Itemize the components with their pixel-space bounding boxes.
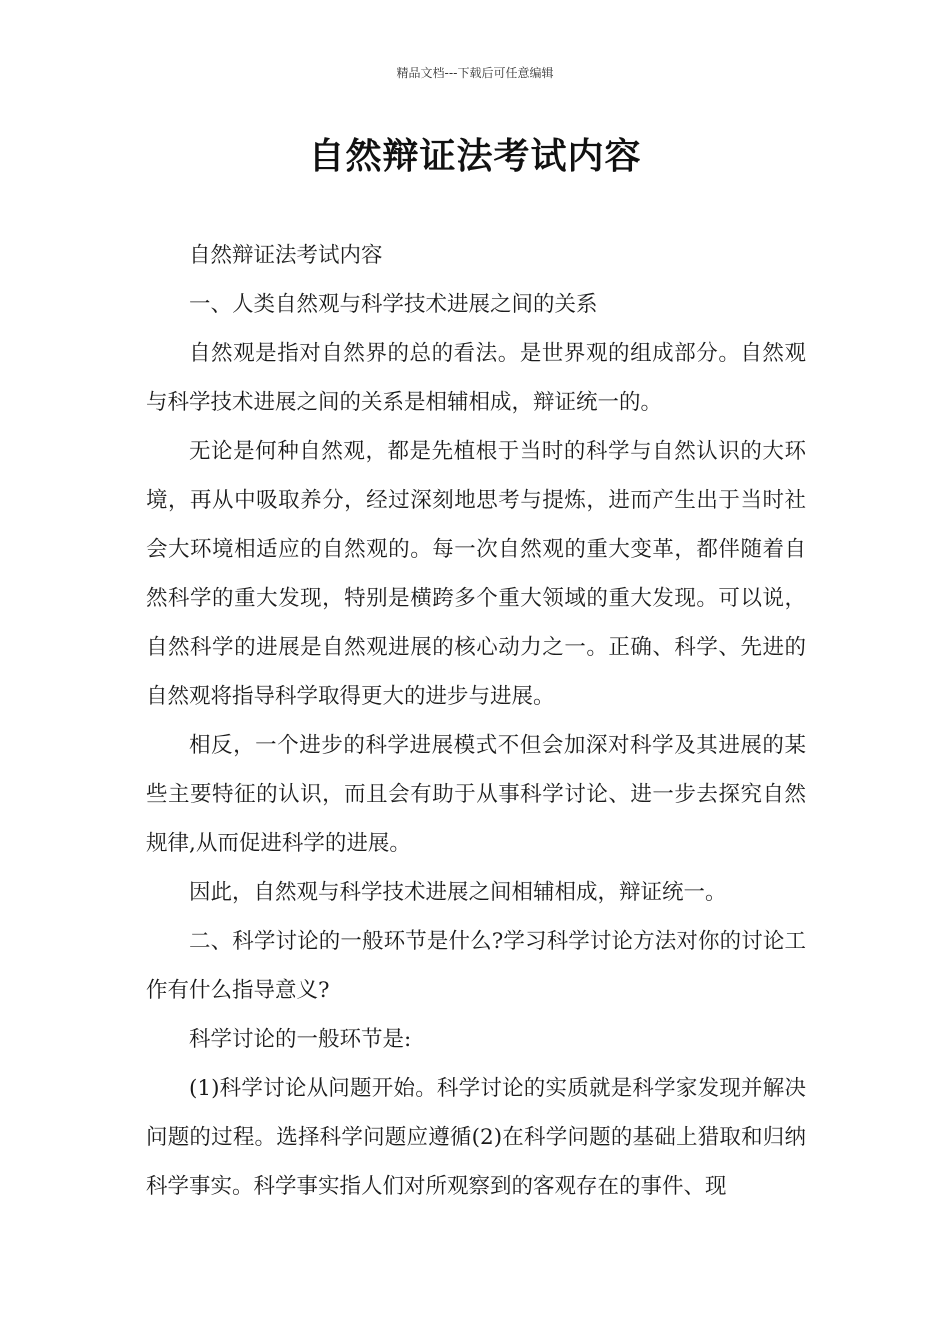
paragraph: 无论是何种自然观，都是先植根于当时的科学与自然认识的大环境，再从中吸取养分，经过深刻地思考与提炼，进而产生出于当时社会大环境相适应的自然观的。每一次自然观的重大变革，都伴随着自然科学的重大发现，特别是横跨多个重大领域的重大发现。可以说，自然科学的进展是自然观进展的核心动力之一。正确、科学、先进的自然观将指导科学取得更大的进步与进展。	[146, 439, 806, 709]
document-body	[146, 231, 806, 1211]
section-heading: 一、人类自然观与科学技术进展之间的关系	[189, 292, 598, 317]
section-heading: 二、科学讨论的一般环节是什么?学习科学讨论方法对你的讨论工作有什么指导意义?	[146, 929, 806, 1003]
paragraph: 因此，自然观与科学技术进展之间相辅相成，辩证统一。	[189, 880, 727, 905]
page-header: 精品文档---下载后可任意编辑	[396, 66, 554, 80]
paragraph: (1)科学讨论从问题开始。科学讨论的实质就是科学家发现并解决问题的过程。选择科学问题应遵循(2)在科学问题的基础上猎取和归纳科学事实。科学事实指人们对所观察到的客观存在的事件、现	[146, 1076, 806, 1199]
paragraph: 相反，一个进步的科学进展模式不但会加深对科学及其进展的某些主要特征的认识，而且会有助于从事科学讨论、进一步去探究自然规律,从而促进科学的进展。	[146, 733, 806, 856]
paragraph: 自然观是指对自然界的总的看法。是世界观的组成部分。自然观与科学技术进展之间的关系是相辅相成，辩证统一的。	[146, 341, 806, 415]
document-title: 自然辩证法考试内容	[308, 136, 642, 177]
paragraph: 科学讨论的一般环节是:	[189, 1027, 412, 1052]
paragraph: 自然辩证法考试内容	[189, 243, 383, 268]
